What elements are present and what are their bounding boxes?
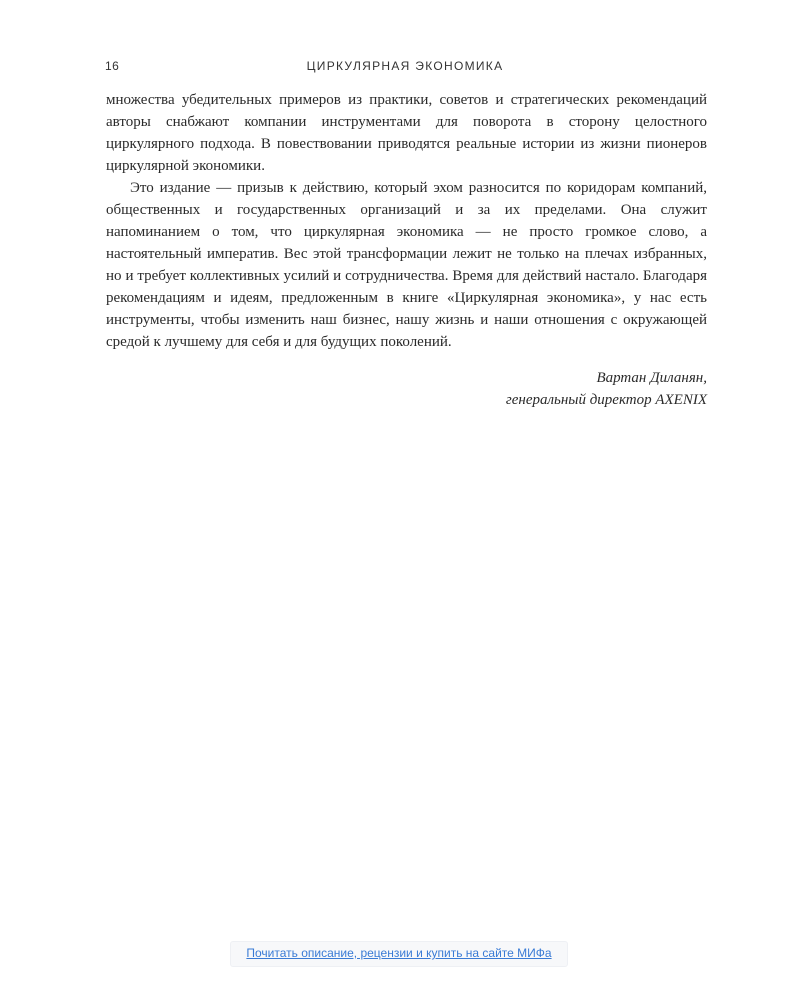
page-number: 16 bbox=[105, 59, 120, 73]
running-header-title: ЦИРКУЛЯРНАЯ ЭКОНОМИКА bbox=[306, 59, 504, 73]
signature-title: генеральный директор AXENIX bbox=[505, 392, 707, 408]
body-text bbox=[106, 89, 707, 353]
signature bbox=[506, 367, 707, 411]
footer-link-banner bbox=[230, 941, 568, 967]
buy-on-site-link[interactable]: Почитать описание, рецензии и купить на сайте МИФа bbox=[246, 946, 552, 960]
paragraph: Это издание — призыв к действию, который эхом разносится по коридорам компаний, общественных и государственных организаций и за их пределами. Она служит напоминанием о том, что циркулярная экономика — не просто громкое слово, а настоятельный императив. Вес этой трансформации лежит не только на плечах избранных, но и требует коллективных усилий и сотрудничества. Время для действий настало. Благодаря рекомендациям и идеям, предложенным в книге «Циркулярная экономика», у нас есть инструменты, чтобы изменить наш бизнес, нашу жизнь и наши отношения с окружающей средой к лучшему для себя и для будущих поколений. bbox=[106, 180, 707, 350]
signature-name: Вартан Диланян, bbox=[596, 370, 707, 386]
paragraph: множества убедительных примеров из практики, советов и стратегических рекомендаций авторы снабжают компании инструментами для поворота в сторону целостного циркулярного подхода. В повествовании приводятся реальные истории из жизни пионеров циркулярной экономики. bbox=[106, 92, 707, 174]
